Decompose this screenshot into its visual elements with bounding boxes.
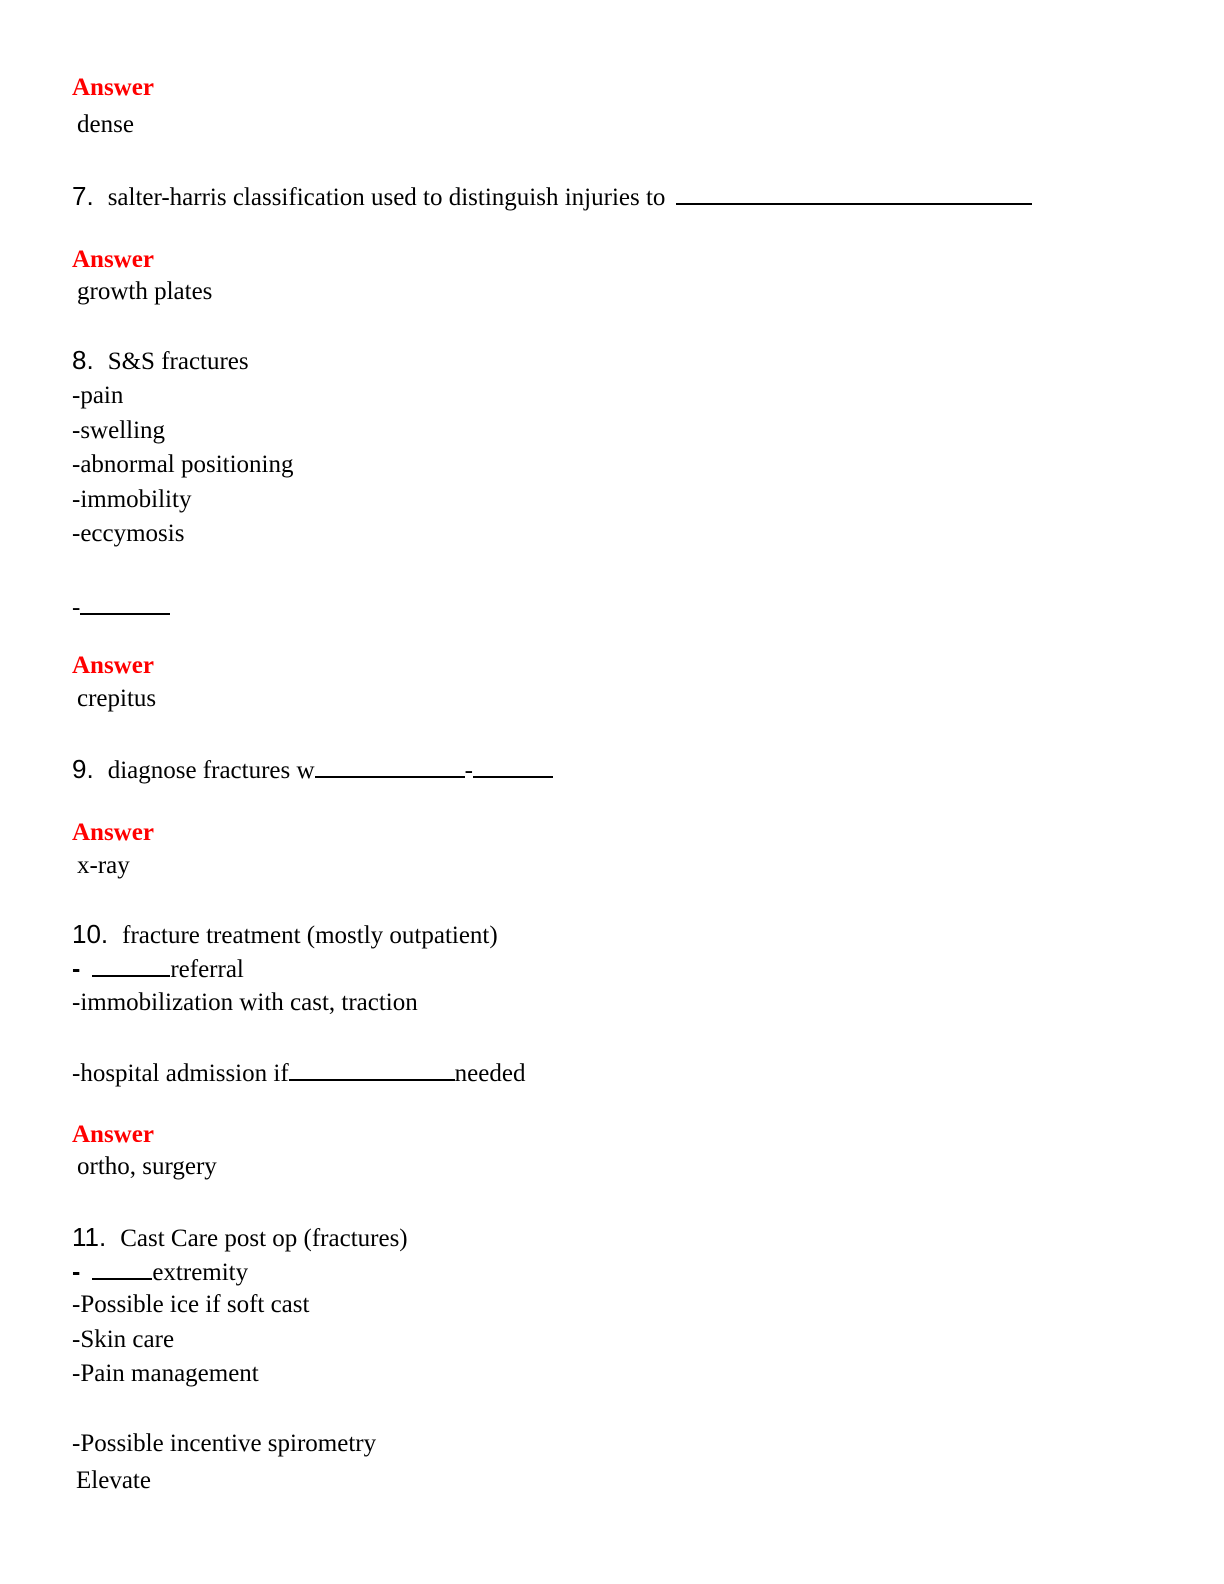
answer-text: growth plates — [77, 278, 213, 305]
list-item — [72, 1057, 525, 1089]
question-9 — [72, 754, 553, 786]
line-text: needed — [454, 1060, 526, 1087]
fill-in-blank — [92, 1256, 152, 1280]
question-7 — [72, 181, 1032, 213]
question-11 — [72, 1222, 408, 1254]
fill-in-blank — [315, 754, 465, 778]
question-10 — [72, 919, 498, 951]
answer-text: Elevate — [76, 1467, 151, 1494]
question-text: fracture treatment (mostly outpatient) — [122, 922, 498, 949]
list-item: -Pain management — [72, 1360, 259, 1387]
fill-in-blank — [473, 754, 553, 778]
list-item: -Skin care — [72, 1326, 175, 1353]
list-item: -abnormal positioning — [72, 451, 294, 478]
answer-label: Answer — [72, 246, 154, 273]
list-item: -immobility — [72, 486, 192, 513]
line-text: extremity — [152, 1259, 249, 1286]
question-number: 8. — [72, 345, 94, 375]
question-text: diagnose fractures w — [107, 757, 315, 784]
answer-text: dense — [77, 111, 134, 138]
answer-text: ortho, surgery — [77, 1153, 217, 1180]
fill-in-blank — [676, 181, 1032, 205]
answer-text: x-ray — [77, 852, 130, 879]
line-text: referral — [170, 956, 244, 983]
dash: - — [72, 594, 81, 621]
list-item: -eccymosis — [72, 520, 185, 547]
bullet: - — [72, 955, 81, 983]
answer-label: Answer — [72, 819, 154, 846]
list-item: -Possible incentive spirometry — [72, 1430, 377, 1457]
bullet: - — [72, 1258, 81, 1286]
list-item: -swelling — [72, 417, 166, 444]
question-text: Cast Care post op (fractures) — [120, 1225, 408, 1252]
list-item — [72, 1256, 248, 1288]
list-item — [72, 953, 244, 985]
list-item: -Possible ice if soft cast — [72, 1291, 310, 1318]
fill-in-blank — [80, 591, 170, 615]
fill-in-blank — [289, 1057, 455, 1081]
question-text: S&S fractures — [107, 348, 249, 375]
answer-text: crepitus — [77, 685, 157, 712]
fill-in-blank — [92, 953, 170, 977]
list-item: -immobilization with cast, traction — [72, 989, 418, 1016]
answer-label: Answer — [72, 652, 154, 679]
list-item: -pain — [72, 382, 124, 409]
separator: - — [464, 757, 473, 784]
question-text: salter-harris classification used to distinguish injuries to — [107, 184, 666, 211]
question-8 — [72, 345, 249, 377]
question-number: 10. — [72, 919, 109, 949]
question-number: 11. — [72, 1222, 107, 1252]
answer-label: Answer — [72, 74, 154, 101]
answer-label: Answer — [72, 1121, 154, 1148]
line-text: -hospital admission if — [72, 1060, 289, 1087]
question-number: 7. — [72, 181, 94, 211]
question-number: 9. — [72, 754, 94, 784]
list-item — [72, 591, 170, 623]
